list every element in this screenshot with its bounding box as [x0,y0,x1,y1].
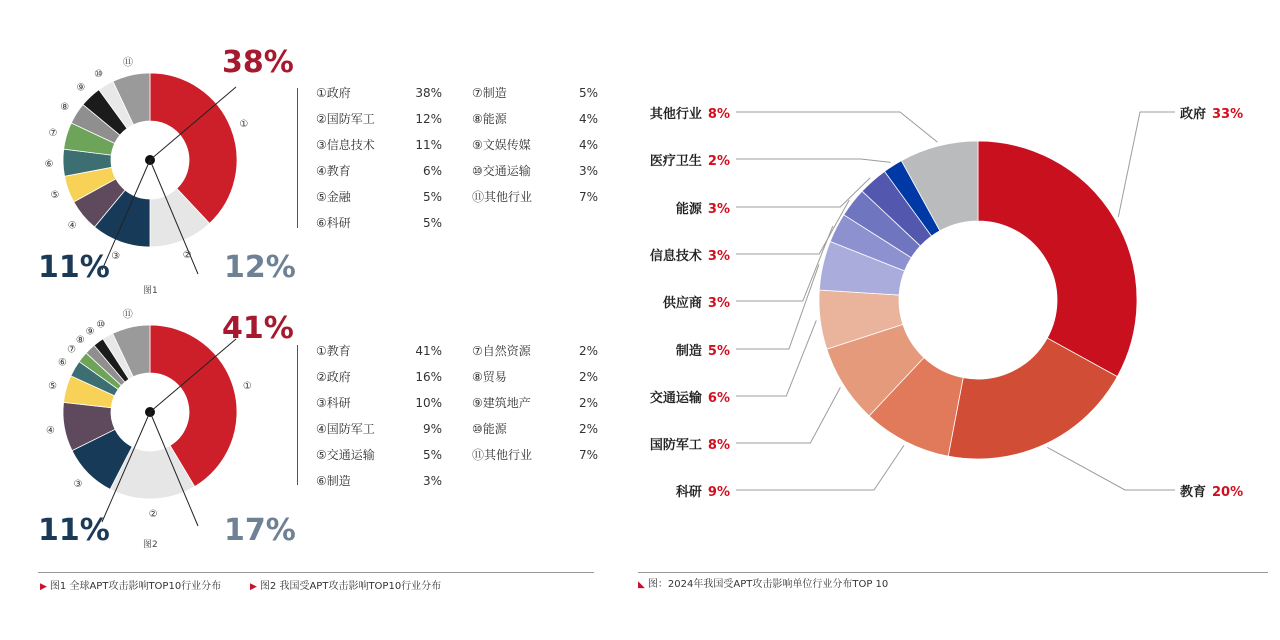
right-donut-label [676,198,730,217]
fig1-legend-divider [297,88,298,228]
figure2-legend-item [316,420,442,437]
donut-chart-right [819,141,1137,459]
legend-value: 2% [578,344,598,358]
figure2-marker-9: ⑨ [85,326,95,338]
figure1-legend-item [316,162,442,179]
right-donut-label [650,387,730,406]
figure1-marker-8: ⑧ [60,101,70,113]
right-donut-label [650,150,730,169]
legend-value: 4% [578,138,598,152]
figure2-legend-item [472,420,598,437]
category-value: 5% [707,344,730,359]
figure2-marker-10: ⑩ [96,319,106,331]
figure2-legend-item [316,472,442,489]
legend-value: 16% [415,370,442,384]
category-name: 政府 [1180,107,1207,122]
right-donut-leader-2 [1047,447,1175,490]
category-value: 6% [707,391,730,406]
right-donut-label [676,481,730,500]
right-donut-label [1180,481,1243,500]
legend-value: 2% [578,422,598,436]
legend-label: ⑥制造 [316,474,351,488]
figure1-legend-item [316,214,442,231]
figure2-marker-1: ① [242,381,252,393]
right-donut-leader-11 [736,112,937,142]
figure1-marker-4: ④ [67,220,77,232]
fig1-top-percent: 38% [222,45,294,80]
legend-value: 5% [422,448,442,462]
legend-label: ⑩能源 [472,422,507,436]
legend-label: ⑧能源 [472,112,507,126]
legend-label: ③信息技术 [316,138,375,152]
category-value: 8% [707,107,730,122]
fig1-caption: ▶ 图1 全球APT攻击影响TOP10行业分布 [40,581,222,592]
category-value: 33% [1212,107,1244,122]
legend-label: ④国防军工 [316,422,375,436]
figure1-legend-item [472,84,598,101]
figure2-legend-item [472,394,598,411]
fig2-left-percent: 11% [38,513,110,548]
caption-marker-icon: ▶ [250,582,257,592]
legend-value: 7% [578,448,598,462]
category-value: 3% [707,202,730,217]
figure1-marker-1: ① [239,118,249,130]
right-donut-label [1180,103,1243,122]
right-donut-label [650,434,730,453]
figure2-marker-7: ⑦ [67,344,77,356]
legend-label: ⑧贸易 [472,370,507,384]
category-name: 其他行业 [649,107,702,122]
legend-value: 5% [422,216,442,230]
figure1-marker-7: ⑦ [48,127,58,139]
legend-label: ①政府 [316,86,351,100]
figure1-marker-2: ② [182,249,192,261]
figure1-legend-item [472,162,598,179]
legend-label: ③科研 [316,396,351,410]
category-name: 能源 [675,202,702,217]
figure2-marker-3: ③ [73,478,83,490]
figure2-marker-4: ④ [46,425,56,437]
legend-label: ⑥科研 [316,216,351,230]
caption-rule-left [38,572,594,573]
fig2-legend-divider [297,345,298,485]
figure2-legend-item [472,446,598,463]
figure1-marker-11: ⑪ [122,57,133,69]
fig1-left-percent: 11% [38,250,110,285]
figure1-marker-10: ⑩ [94,69,104,81]
figure2-legend-item [316,368,442,385]
legend-label: ⑨建筑地产 [472,396,531,410]
right-donut-leader-6 [736,264,819,349]
fig1-right-percent: 12% [224,250,296,285]
right-donut-label [650,103,730,122]
caption-marker-icon: ▶ [40,582,47,592]
right-donut-slice-1 [978,141,1137,377]
right-donut-label [650,245,730,264]
category-name: 信息技术 [649,249,702,264]
legend-value: 2% [578,396,598,410]
legend-label: ⑪其他行业 [472,448,533,462]
figure1-legend-item [472,136,598,153]
caption-marker-icon: ◣ [638,580,645,590]
legend-value: 6% [422,164,442,178]
fig2-right-percent: 17% [224,513,296,548]
legend-value: 5% [422,190,442,204]
category-value: 3% [707,249,730,264]
legend-label: ①教育 [316,344,351,358]
category-name: 国防军工 [649,438,702,453]
figure1-marker-9: ⑨ [76,82,86,94]
figure1-marker-6: ⑥ [44,159,54,171]
figure2-legend-item [472,368,598,385]
figure2-legend-item [316,446,442,463]
fig2-caption: ▶ 图2 我国受APT攻击影响TOP10行业分布 [250,581,442,592]
legend-label: ⑦自然资源 [472,344,531,358]
legend-label: ⑤金融 [316,190,351,204]
legend-value: 5% [578,86,598,100]
category-name: 科研 [675,485,702,500]
legend-label: ⑦制造 [472,86,507,100]
legend-value: 7% [578,190,598,204]
figure1-marker-3: ③ [111,251,121,263]
right-chart-caption: ◣ 图：2024年我国受APT攻击影响单位行业分布TOP 10 [638,579,889,590]
figure2-legend-item [316,394,442,411]
category-value: 20% [1212,485,1244,500]
category-name: 供应商 [662,296,702,311]
right-donut-leader-1 [1118,112,1175,217]
legend-value: 4% [578,112,598,126]
legend-label: ⑩交通运输 [472,164,531,178]
legend-label: ②政府 [316,370,351,384]
category-value: 3% [707,296,730,311]
legend-value: 12% [415,112,442,126]
legend-value: 9% [422,422,442,436]
category-name: 制造 [675,344,702,359]
figure1-legend-item [472,110,598,127]
caption-rule-right [638,572,1268,573]
right-donut-leader-9 [736,178,870,207]
category-name: 医疗卫生 [649,154,702,169]
figure1-marker-5: ⑤ [50,190,60,202]
figure2-marker-11: ⑪ [122,309,133,321]
figure2-marker-5: ⑤ [48,381,58,393]
figure1-legend-item [316,84,442,101]
right-donut-leader-10 [736,159,891,162]
figure1-legend-item [316,110,442,127]
legend-value: 11% [415,138,442,152]
legend-label: ⑤交通运输 [316,448,375,462]
legend-value: 41% [415,344,442,358]
figure2-marker-6: ⑥ [58,357,68,369]
fig1-small-caption: 图1 [143,286,158,296]
legend-value: 38% [415,86,442,100]
fig2-small-caption: 图2 [143,540,158,550]
figure1-legend-item [316,136,442,153]
legend-value: 3% [422,474,442,488]
legend-label: ②国防军工 [316,112,375,126]
legend-label: ⑪其他行业 [472,190,533,204]
legend-label: ④教育 [316,164,351,178]
figure1-legend-item [472,188,598,205]
category-value: 9% [707,485,730,500]
figure2-legend-item [472,342,598,359]
figure2-legend-item [316,342,442,359]
legend-value: 2% [578,370,598,384]
right-donut-label [663,292,730,311]
figure2-marker-8: ⑧ [75,334,85,346]
right-donut-leader-5 [736,320,816,396]
category-name: 交通运输 [649,391,702,406]
category-value: 2% [707,154,730,169]
right-donut-leader-7 [736,226,833,301]
fig2-top-percent: 41% [222,311,294,346]
figure1-legend-item [316,188,442,205]
right-donut-label [676,340,730,359]
legend-value: 3% [578,164,598,178]
figure2-marker-2: ② [148,508,158,520]
category-name: 教育 [1180,485,1207,500]
legend-label: ⑨文娱传媒 [472,138,531,152]
category-value: 8% [707,438,730,453]
right-donut-leader-3 [736,445,904,490]
legend-value: 10% [415,396,442,410]
